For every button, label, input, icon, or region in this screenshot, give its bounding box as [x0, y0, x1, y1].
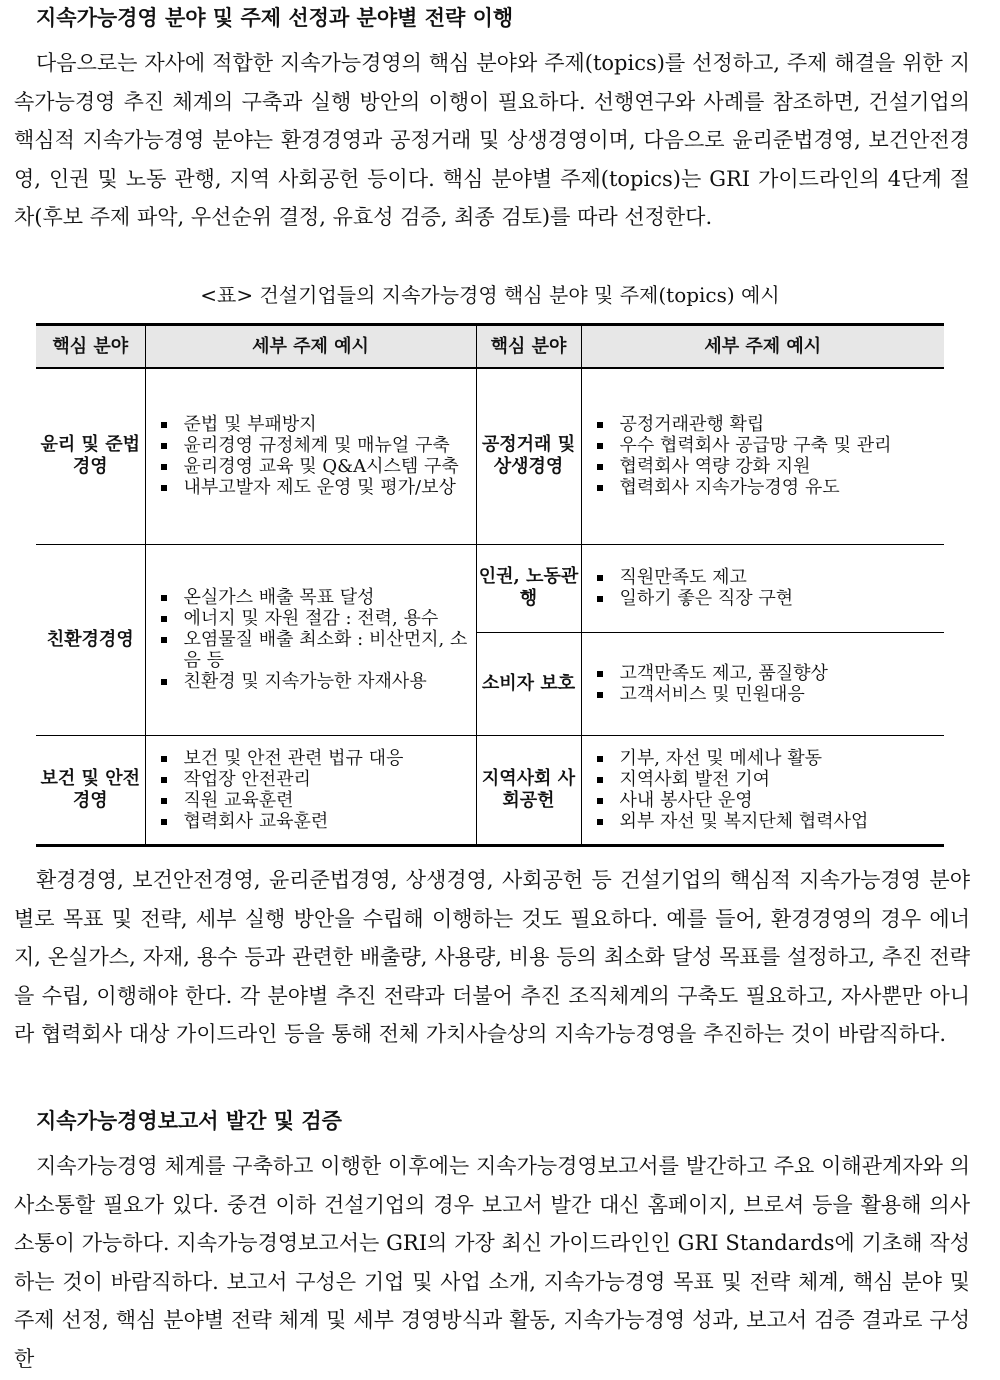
list-item: 온실가스 배출 목표 달성: [158, 587, 468, 608]
topics-cell: [145, 735, 476, 845]
list-item: 공정거래관행 확립: [594, 414, 937, 435]
list-item: 직원 교육훈련: [158, 790, 468, 811]
area-cell: [476, 368, 581, 544]
section-heading-topics: 지속가능경영 분야 및 주제 선정과 분야별 전략 이행: [36, 5, 514, 30]
table-row: [36, 544, 944, 632]
table-header-row: [36, 325, 944, 369]
topic-list: [158, 587, 468, 692]
list-item: 고객만족도 제고, 품질향상: [594, 663, 937, 684]
topics-table: [36, 323, 944, 847]
list-item: 협력회사 지속가능경영 유도: [594, 477, 937, 498]
table-row: [36, 735, 944, 845]
area-label: 윤리 및 준법경영: [40, 434, 140, 478]
area-cell: [36, 544, 145, 735]
section-heading-report: 지속가능경영보고서 발간 및 검증: [36, 1108, 342, 1133]
area-label: 친환경경영: [46, 628, 134, 650]
list-item: 에너지 및 자원 절감 : 전력, 용수: [158, 608, 468, 629]
intro-paragraph: 다음으로는 자사에 적합한 지속가능경영의 핵심 분야와 주제(topics)를 선정하고, 주제 해결을 위한 지속가능경영 추진 체계의 구축과 실행 방안의 이행이 필요하다. 선행연구와 사례를 참조하면, 건설기업의 핵심적 지속가능경영 분야는 환경경영과 공정거래 및 상생경영이며, 다음으로 윤리준법경영, 보건안전경영, 인권 및 노동 관행, 지역 사회공헌 등이다. 핵심 분야별 주제(topics)는 GRI 가이드라인의 4단계 절차(후보 주제 파악, 우선순위 결정, 유효성 검증, 최종 검토)를 따라 선정한다.: [14, 51, 970, 229]
header-area-left: 핵심 분야: [36, 325, 145, 369]
list-item: 친환경 및 지속가능한 자재사용: [158, 671, 468, 692]
report-paragraph: 지속가능경영 체계를 구축하고 이행한 이후에는 지속가능경영보고서를 발간하고 주요 이해관계자와 의사소통할 필요가 있다. 중견 이하 건설기업의 경우 보고서 발간 대신 홈페이지, 브로셔 등을 활용해 의사소통이 가능하다. 지속가능경영보고서는 GRI의 가장 최신 가이드라인인 GRI Standards에 기초해 작성하는 것이 바람직하다. 보고서 구성은 기업 및 사업 소개, 지속가능경영 목표 및 전략 체계, 핵심 분야 및 주제 선정, 핵심 분야별 전략 체계 및 세부 경영방식과 활동, 지속가능경영 성과, 보고서 검증 결과로 구성한: [14, 1154, 970, 1371]
topic-list: [158, 748, 468, 832]
topics-cell: [145, 544, 476, 735]
area-cell: [476, 544, 581, 632]
topic-list: [594, 748, 937, 832]
list-item: 윤리경영 교육 및 Q&A시스템 구축: [158, 456, 468, 477]
area-cell: [476, 735, 581, 845]
table-caption: <표> 건설기업들의 지속가능경영 핵심 분야 및 주제(topics) 예시: [200, 283, 780, 307]
area-cell: [36, 735, 145, 845]
list-item: 오염물질 배출 최소화 : 비산먼지, 소음 등: [158, 629, 468, 671]
list-item: 직원만족도 제고: [594, 567, 937, 588]
list-item: 일하기 좋은 직장 구현: [594, 588, 937, 609]
topics-cell: [145, 368, 476, 544]
list-item: 협력회사 역량 강화 지원: [594, 456, 937, 477]
topics-cell: [581, 632, 944, 735]
list-item: 내부고발자 제도 운영 및 평가/보상: [158, 477, 468, 498]
area-label: 공정거래 및 상생경영: [481, 434, 576, 478]
list-item: 작업장 안전관리: [158, 769, 468, 790]
list-item: 지역사회 발전 기여: [594, 769, 937, 790]
list-item: 외부 자선 및 복지단체 협력사업: [594, 811, 937, 832]
area-label: 인권, 노동관행: [478, 566, 579, 609]
topics-cell: [581, 368, 944, 544]
topics-cell: [581, 544, 944, 632]
topics-cell: [581, 735, 944, 845]
list-item: 기부, 자선 및 메세나 활동: [594, 748, 937, 769]
list-item: 협력회사 교육훈련: [158, 811, 468, 832]
area-label: 소비자 보호: [481, 672, 576, 694]
topic-list: [594, 567, 937, 609]
list-item: 준법 및 부패방지: [158, 414, 468, 435]
area-cell: [476, 632, 581, 735]
topic-list: [158, 414, 468, 498]
area-label: 지역사회 사회공헌: [481, 767, 576, 811]
area-label: 보건 및 안전경영: [40, 767, 140, 811]
area-cell: [36, 368, 145, 544]
list-item: 사내 봉사단 운영: [594, 790, 937, 811]
list-item: 고객서비스 및 민원대응: [594, 684, 937, 705]
list-item: 보건 및 안전 관련 법규 대응: [158, 748, 468, 769]
header-topics-left: 세부 주제 예시: [145, 325, 476, 369]
strategy-paragraph: 환경경영, 보건안전경영, 윤리준법경영, 상생경영, 사회공헌 등 건설기업의 핵심적 지속가능경영 분야별로 목표 및 전략, 세부 실행 방안을 수립해 이행하는 것도 필요하다. 예를 들어, 환경경영의 경우 에너지, 온실가스, 자재, 용수 등과 관련한 배출량, 사용량, 비용 등의 최소화 달성 목표를 설정하고, 추진 전략을 수립, 이행해야 한다. 각 분야별 추진 전략과 더불어 추진 조직체계의 구축도 필요하고, 자사뿐만 아니라 협력회사 대상 가이드라인 등을 통해 전체 가치사슬상의 지속가능경영을 추진하는 것이 바람직하다.: [14, 868, 970, 1046]
list-item: 윤리경영 규정체계 및 매뉴얼 구축: [158, 435, 468, 456]
header-topics-right: 세부 주제 예시: [581, 325, 944, 369]
table-row: [36, 368, 944, 544]
topic-list: [594, 663, 937, 705]
topic-list: [594, 414, 937, 498]
list-item: 우수 협력회사 공급망 구축 및 관리: [594, 435, 937, 456]
header-area-right: 핵심 분야: [476, 325, 581, 369]
